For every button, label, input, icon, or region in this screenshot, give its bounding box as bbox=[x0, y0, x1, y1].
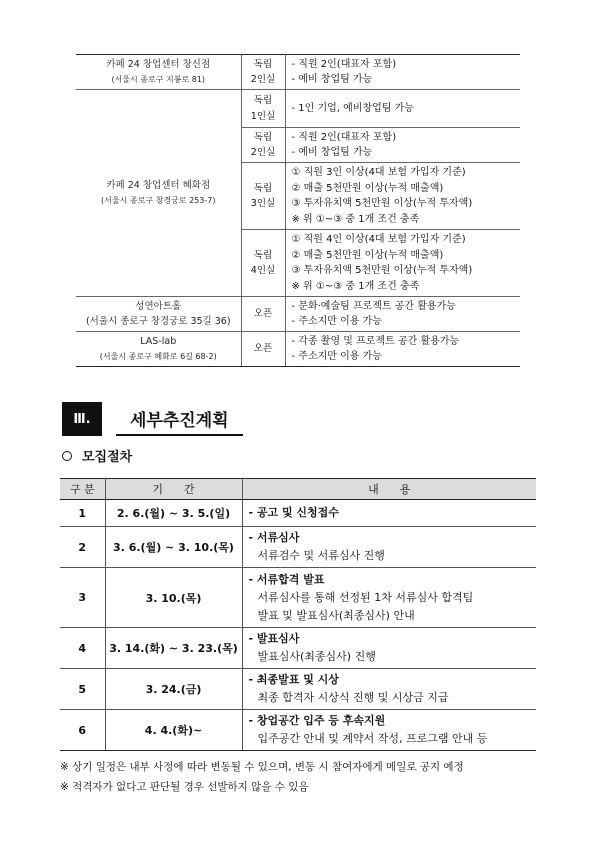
note-line: ※ 적격자가 없다고 판단될 경우 선발하지 않을 수 있음 bbox=[60, 781, 309, 793]
center-address: (서울시 종로구 창경궁로 35길 36) bbox=[85, 316, 231, 327]
condition-line: ※ 위 ①~③ 중 1개 조건 충족 bbox=[291, 280, 420, 292]
condition-line: - 주소지만 이용 가능 bbox=[291, 316, 382, 327]
condition-line: - 직원 2인(대표자 포함) bbox=[291, 58, 397, 70]
step-detail: 발표 및 발표심사(최종심사) 안내 bbox=[257, 608, 415, 622]
step-period: 3. 10.(목) bbox=[105, 568, 242, 628]
center-address: (서울시 종로구 지봉로 81) bbox=[111, 75, 206, 84]
subsection-heading bbox=[62, 446, 132, 465]
center-name: 카페 24 창업센터 혜화점 bbox=[106, 179, 211, 191]
condition-line: - 직원 2인(대표자 포함) bbox=[291, 131, 397, 143]
step-number: 2 bbox=[60, 527, 105, 568]
center-cell bbox=[76, 297, 241, 332]
conditions-cell bbox=[285, 128, 520, 163]
step-period: 3. 6.(월) ~ 3. 10.(목) bbox=[105, 527, 242, 568]
step-title: - 창업공간 입주 등 후속지원 bbox=[248, 714, 386, 727]
step-content bbox=[242, 568, 536, 628]
room-type: 오픈 bbox=[241, 332, 285, 367]
step-period: 3. 24.(금) bbox=[105, 669, 242, 710]
step-content bbox=[242, 710, 536, 751]
condition-line: - 문화·예술팀 프로젝트 공간 활용가능 bbox=[291, 300, 456, 312]
room-type: 독립 1인실 bbox=[241, 90, 285, 128]
step-content bbox=[242, 669, 536, 710]
table-row bbox=[60, 500, 536, 527]
conditions-cell bbox=[285, 163, 520, 230]
table-header-row bbox=[60, 479, 536, 500]
condition-line: ① 직원 4인 이상(4대 보험 가입자 기준) bbox=[291, 234, 466, 245]
condition-line: - 예비 창업팀 가능 bbox=[291, 74, 373, 85]
step-period: 4. 4.(화)~ bbox=[105, 710, 242, 751]
step-number: 3 bbox=[60, 568, 105, 628]
center-name: LAS-lab bbox=[140, 335, 177, 347]
room-type: 독립 2인실 bbox=[241, 128, 285, 163]
table-row bbox=[60, 628, 536, 669]
condition-line: ※ 위 ①~③ 중 1개 조건 충족 bbox=[291, 213, 420, 225]
condition-line: ③ 투자유치액 5천만원 이상(누적 투자액) bbox=[291, 198, 473, 209]
conditions-cell bbox=[285, 332, 520, 367]
table-row bbox=[60, 669, 536, 710]
step-title: - 발표심사 bbox=[248, 632, 300, 645]
step-detail: 서류심사를 통해 선정된 1차 서류심사 합격팀 bbox=[257, 590, 474, 604]
table-row bbox=[76, 297, 520, 332]
step-detail: 입주공간 안내 및 계약서 작성, 프로그램 안내 등 bbox=[257, 732, 488, 745]
step-number: 4 bbox=[60, 628, 105, 669]
notes bbox=[60, 757, 464, 797]
conditions-cell bbox=[285, 297, 520, 332]
table-row bbox=[60, 710, 536, 751]
condition-line: - 각종 촬영 및 프로젝트 공간 활용가능 bbox=[291, 335, 460, 347]
conditions-cell bbox=[285, 55, 520, 90]
step-title: - 최종발표 및 시상 bbox=[248, 673, 339, 686]
table-row bbox=[76, 332, 520, 367]
step-content bbox=[242, 527, 536, 568]
condition-line: - 예비 창업팀 가능 bbox=[291, 147, 373, 158]
step-title: - 서류합격 발표 bbox=[248, 572, 325, 586]
section-heading bbox=[62, 402, 262, 436]
note-line: ※ 상기 일정은 내부 사정에 따라 변동될 수 있으며, 변동 시 참여자에게 메일로 공지 예정 bbox=[60, 761, 464, 773]
section-title: 세부추진계획 bbox=[116, 402, 243, 436]
center-cell bbox=[76, 55, 241, 90]
table-row bbox=[60, 527, 536, 568]
table-row bbox=[76, 90, 520, 128]
step-content bbox=[242, 500, 536, 527]
section-number: Ⅲ. bbox=[62, 402, 102, 436]
room-type: 독립 4인실 bbox=[241, 230, 285, 297]
step-title: - 서류심사 bbox=[248, 531, 300, 544]
condition-line: ② 매출 5천만원 이상(누적 매출액) bbox=[291, 182, 444, 194]
step-period: 2. 6.(월) ~ 3. 5.(일) bbox=[105, 500, 242, 527]
subsection-title: 모집절차 bbox=[82, 450, 133, 465]
room-type: 오픈 bbox=[241, 297, 285, 332]
condition-line: ② 매출 5천만원 이상(누적 매출액) bbox=[291, 249, 444, 261]
circle-bullet-icon bbox=[62, 451, 72, 461]
table-row bbox=[60, 568, 536, 628]
step-detail: 발표심사(최종심사) 진행 bbox=[257, 650, 376, 663]
center-cell bbox=[76, 332, 241, 367]
step-detail: 최종 합격자 시상식 진행 및 시상금 지급 bbox=[257, 691, 449, 704]
step-content bbox=[242, 628, 536, 669]
condition-line: - 1인 기업, 예비창업팀 가능 bbox=[291, 102, 414, 114]
conditions-cell bbox=[285, 230, 520, 297]
condition-line: ① 직원 3인 이상(4대 보험 가입자 기준) bbox=[291, 167, 466, 178]
step-period: 3. 14.(화) ~ 3. 23.(목) bbox=[105, 628, 242, 669]
schedule-table bbox=[60, 478, 536, 751]
center-name: 카페 24 창업센터 창신점 bbox=[106, 58, 211, 70]
header-period: 기 간 bbox=[105, 479, 242, 500]
center-cell bbox=[76, 90, 241, 297]
step-number: 6 bbox=[60, 710, 105, 751]
center-address: (서울시 종로구 창경궁로 253-7) bbox=[101, 196, 216, 205]
header-content: 내 용 bbox=[242, 479, 536, 500]
condition-line: ③ 투자유치액 5천만원 이상(누적 투자액) bbox=[291, 265, 473, 276]
conditions-cell bbox=[285, 90, 520, 128]
header-division: 구 분 bbox=[60, 479, 105, 500]
step-number: 1 bbox=[60, 500, 105, 527]
step-title: - 공고 및 신청접수 bbox=[248, 506, 339, 519]
condition-line: - 주소지만 이용 가능 bbox=[291, 351, 382, 362]
step-number: 5 bbox=[60, 669, 105, 710]
room-type: 독립 3인실 bbox=[241, 163, 285, 230]
room-type: 독립 2인실 bbox=[241, 55, 285, 90]
step-detail: 서류검수 및 서류심사 진행 bbox=[257, 549, 385, 562]
center-name: 성연아트홀 bbox=[135, 300, 182, 312]
table-row bbox=[76, 55, 520, 90]
center-address: (서울시 종로구 혜화로 6길 68-2) bbox=[99, 352, 217, 361]
space-table bbox=[76, 54, 520, 367]
